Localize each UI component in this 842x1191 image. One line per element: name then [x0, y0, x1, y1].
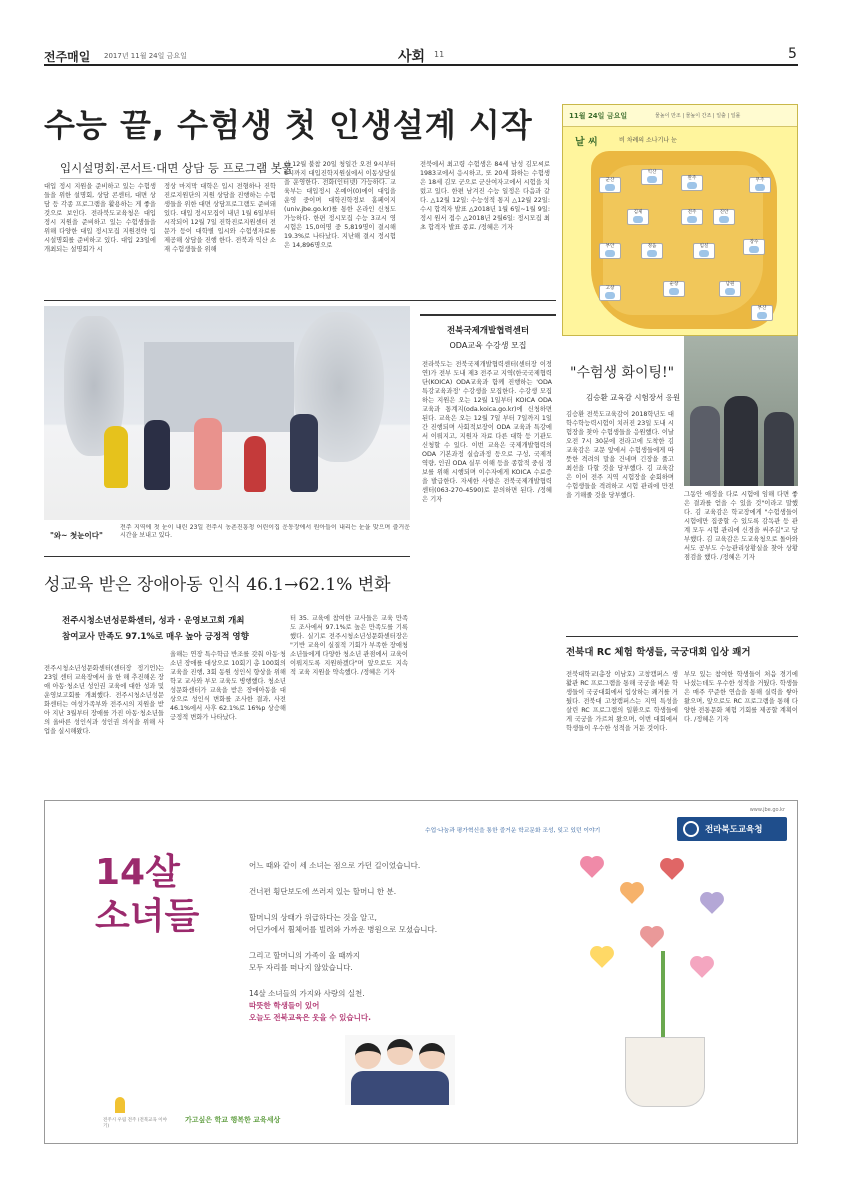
lead-col4: 전북에서 최고령 수험생은 84세 남성 김모씨로 1983교에서 응시하고, 또 20세 화하는 수험생은 18세 김모 군으로 군산여자고에서 시험을 치렀고 있다. 한편 남겨진 수능 일정은 다음과 같다. △12월 12일: 수능성적 통지 △12월 22일: 수시 합격자 발표 △2018년 1월 6일~1월 9일: 정시 원서 접수 △2018년 2월6일: 정시모집 최초 합격자 발표 종료. /정혜은 기자: [420, 161, 550, 231]
advertisement: [44, 800, 798, 1144]
masthead: [44, 46, 798, 66]
ad-highlight-1: 따뜻한 학생들이 있어: [249, 1001, 320, 1010]
child-yellow: [104, 426, 128, 488]
ad-line-3: 할머니의 상태가 위급하다는 것을 알고,: [249, 913, 377, 922]
ad-title-1: 14살: [95, 852, 180, 893]
ad-line-1: 어느 때와 같이 세 소녀는 점으로 가던 길이었습니다.: [249, 861, 421, 870]
page-number: 5: [788, 46, 797, 62]
region-busan: 부산: [751, 305, 773, 321]
region-namwon: 남원: [719, 281, 741, 297]
weather-box: [562, 104, 798, 336]
ad-banner-text: 수업·나눔과 평가혁신을 통한 즐거운 학교문화 조성, 잊고 있던 이야기: [425, 828, 601, 834]
ad-url: www.jbe.go.kr: [749, 807, 785, 813]
section-number: 11: [434, 50, 445, 59]
issue-date: 2017년 11월 24일 금요일: [104, 52, 187, 60]
oda-title: 전북국제개발협력센터: [446, 326, 530, 336]
ad-line-4: 어딘가에서 휠체어를 빌려와 가까운 병원으로 모셨습니다.: [249, 925, 438, 934]
weather-title: 날 씨: [575, 137, 598, 148]
region-wanju: 완주: [681, 175, 703, 191]
paper-name: 전주매일: [44, 50, 91, 64]
ad-line-6: 모두 자리를 떠나지 않았습니다.: [249, 963, 353, 972]
lead-col3: 선 12월 불참 20일 청일간 오전 9시부터 6시까지 대입진학지원실에서 이동상담실을 운영한다. 전화(인터넷) 가능하다. 교육부는 대입정시 온예어(0)에이 대입을 운영 중이며 대학진학정보 홈페이지(univ.jbe.go.kr)를 통한 온라인 신청도 가능하다. 한편 정시모집 수능 3교시 영시험은 15,0여명 중 5,819명이 결시해 19.3%로 나타났다. 지난해 결시 정시험은 14,896명으로: [284, 161, 396, 249]
region-iksan: 익산: [641, 169, 663, 185]
girls-photo: [345, 1035, 455, 1105]
snow-photo: [44, 306, 410, 520]
org-emblem-icon: [683, 821, 699, 837]
heart-icon: [662, 860, 682, 880]
region-muju: 무주: [749, 177, 771, 193]
child-pink: [194, 418, 222, 490]
lead-col2: 정상 마지막 대학은 입시 전형하나 진학진로지원단의 지원 상담을 진행하는 수험생들을 위한 대면 상담프로그램도 준비돼 있다. 대입 정시모집이 내년 1월 6일부터 시작되어 12월 7일 진학진로지원센터 전문가 등이 대학별 입시와 수험생자료를 제공해 상담을 진행 한다. 전북과 익산 소재 수험생들을 위해: [164, 183, 276, 253]
cheer-subtitle: 김승환 교육감 시험장서 응원: [586, 393, 681, 402]
flower-stem: [661, 951, 665, 1041]
photo-caption: 전주 지역에 첫 눈이 내린 23일 전주시 농촌진흥청 어린이집 운동장에서 원아들이 내리는 눈을 맞으며 즐거운 시간을 보내고 있다.: [120, 524, 410, 539]
child-red: [244, 436, 266, 492]
lead-subhead: 입시설명회·콘서트·대면 상담 등 프로그램 봇물: [60, 161, 294, 175]
tide-info: 물높이 만조 | 물높이 간조 | 일출 | 일몰: [655, 113, 741, 119]
weather-legend: 비 차례의 소나기나 눈: [619, 137, 677, 144]
building-shape: [144, 342, 294, 432]
region-buan: 부안: [599, 243, 621, 259]
heart-icon: [622, 884, 642, 904]
person-shape: [724, 396, 758, 486]
cheer-photo: [684, 336, 798, 486]
weather-date: 11월 24일 금요일: [569, 112, 628, 120]
oda-subtitle: ODA교육 수강생 모집: [449, 341, 527, 350]
person-shape-3: [764, 412, 794, 486]
region-sunchang: 순창: [663, 281, 685, 297]
heart-icon: [582, 858, 602, 878]
ad-highlight-2: 오늘도 전북교육은 웃을 수 있습니다.: [249, 1013, 371, 1022]
ad-footer-logo: 가고싶은 학교 행복한 교육세상: [185, 1116, 281, 1124]
region-jeonju: 전주: [681, 209, 703, 225]
cheer-title: "수험생 화이팅!": [570, 365, 675, 381]
disability-col3: 터 35. 교육에 참여한 교사들은 교육 만족도 조사에서 97.1%로 높은 만족도를 기록했다. 실기로 전주시청소년성문화센터장은 "기반 교육이 실질적 기회가 부족한 장애청소년들에게 다양한 청소년 관점에서 교육이 이뤄지도록 지원하겠다"며 앞으로도 지속적 교육 지원을 약속했다. /정혜은 기자: [290, 615, 408, 676]
ad-title-2: 소녀들: [95, 896, 200, 937]
girl-face: [419, 1043, 445, 1069]
lead-headline: 수능 끝, 수험생 첫 인생설계 시작: [44, 106, 533, 144]
child-dark: [290, 414, 318, 492]
disability-sub1: 전주시청소년성문화센터, 성과 · 운영보고회 개최: [62, 616, 245, 626]
region-jeongeup: 정읍: [641, 243, 663, 259]
region-jangsu: 장수: [743, 239, 765, 255]
girl-face: [355, 1043, 381, 1069]
cheer-body2: 그동안 애정을 다로 시험에 임해 다면 좋은 결과를 얻을 수 있을 것"이라고 말했다. 김 교육감은 학교장에게 "수험생들이 시험에만 집중할 수 있도록 감독관 등 관계 모두 시험 관리에 신경을 써주길"고 당부했다. 김 교육감은 도교육청으로 돌아와서도 공부도 수능관리상황실을 찾아 상황 점검을 했다. /정혜은 기자: [684, 491, 798, 561]
girl-face: [387, 1039, 413, 1065]
heart-icon: [642, 928, 662, 948]
ad-org-badge: [677, 817, 787, 841]
weather-header: [563, 105, 797, 127]
region-jinan: 진안: [713, 209, 735, 225]
ad-top-banner: [425, 807, 793, 841]
heart-icon: [702, 894, 722, 914]
person-shape-2: [690, 406, 720, 486]
disability-col1: 전주시청소년성문화센터(센터장 정기언)는 23일 센터 교육장에서 올 한 해 추진해온 장애 아동·청소년 성인권 교육에 대한 성과 및 운영보고회를 개최했다. 전주시청소년성문화센터는 여성가족부와 전주시의 지원을 받아 지난 3월부터 장애를 가진 아동·청소년들의 올바른 성인식과 성인권 의식을 위해 사업을 실시해왔다.: [44, 665, 164, 735]
ad-line-5: 그리고 할머니의 가족이 올 때까지: [249, 951, 360, 960]
disability-sub2: 참여교사 만족도 97.1%로 매우 높아 긍정적 영향: [62, 632, 249, 642]
rc-col1: 전북대학교(총장 이남호) 고창캠퍼스 생활관 RC 프로그램을 통해 국궁을 배운 학생들이 국궁대회에서 입상하는 쾌거를 거뒀다. 전북대 고창캠퍼스는 지역 특성을 살린 RC 프로그램의 일환으로 학생들에게 국궁을 가르쳐 왔으며, 이번 대회에서 학생들이 우수한 성적을 거둔 것이다.: [566, 671, 678, 732]
disability-headline: 성교육 받은 장애아동 인식 46.1→62.1% 변화: [44, 575, 391, 595]
girl-uniform: [351, 1071, 449, 1105]
ad-footer-note: 전주시 우림 전주 (전북교육 이야기): [103, 1118, 167, 1129]
ad-line-2: 건너편 횡단보도에 쓰러져 있는 할머니 한 분.: [249, 887, 397, 896]
photo-label: "와~ 첫눈이다": [50, 531, 103, 540]
oda-box: [420, 314, 556, 724]
flower-pot: [625, 1037, 705, 1107]
heart-icon: [692, 958, 712, 978]
cheer-body: 김승환 전북도교육감이 2018학년도 대학수학능력시험이 치러진 23일 도내 시험장을 찾아 수험생들을 응원했다. 이날 오전 7시 30분에 전라고에 도착한 김 교육감은 교문 앞에서 수험생들에게 따뜻한 격려의 말을 건네며 긴장을 풀고 최선을 다할 것을 당부했다. 김 교육감은 이어 전주 지역 시험장을 순회하며 수험생들을 격려하고 시험 관리에 만전을 기해줄 것을 당부했다.: [566, 411, 674, 499]
child-navy: [144, 420, 170, 490]
lead-col1: 대입 정시 지원을 준비하고 있는 수험생들을 위한 설명회, 상담 콘센터, 대면 상담 등 각종 프로그램을 활용하는 게 좋을 것으로 보인다. 전라북도교육청은 대입 정시 지원을 준비하고 있는 수험생들을 위해 다양한 대입 정시모집 지원전략 입시설명회를 준비하고 있다. 대입 23일에 개최되는 설명회가 시: [44, 183, 156, 253]
region-gochang: 고창: [599, 285, 621, 301]
rc-col2: 부모 있는 참여한 학생들이 처음 경기에 나섰는데도 우수한 성적을 거뒀다. 학생들은 매주 꾸준한 연습을 통해 실력을 쌓아왔으며, 앞으로도 RC 프로그램을 통해 다양한 전통문화 체험 기회를 제공할 계획이다. /정혜은 기자: [684, 671, 798, 723]
rc-headline: 전북대 RC 체험 학생들, 국궁대회 입상 쾌거: [566, 647, 751, 658]
ribbon-icon: [115, 1097, 125, 1113]
region-imsil: 임실: [693, 243, 715, 259]
heart-icon: [592, 948, 612, 968]
ad-line-7: 14살 소녀들의 가지와 사랑의 실천.: [249, 989, 365, 998]
region-gunsan: 군산: [599, 177, 621, 193]
oda-body: 전라북도는 전북국제개발협력센터(센터장 이정연)가 전부 도내 제3 전주교 지역(한국국제협력단(KOICA) ODA교육과 함께 진행하는 'ODA 특강교육과정' 수강생을 모집한다. 수강생 모집하는 지원은 오는 12월 1일부터 KOICA ODA교육과 통계지(oda.koica.go.kr)에 신청하면 된다. 교육은 오는 12월 7일 부터 7일까지 1일간 진행되며 사회적보장이 ODA 교육과 특강에서 이뤄지고, 지원자 자료 다른 대학 등 기관도 신청할 수 있다. 이번 교육은 국제개발협력의 ODA 기본과정 실습과정 등으로 구성, 국제적 역량, 인권 ODA 실무 이해 등을 종합적 중심 정보를 위해 시행되며 이수자에게 KOICA 수료증을 발급한다. 자세한 사항은 전북국제개발협력센터(063-270-4590)로 문의하면 된다. /정혜은 기자: [422, 361, 552, 503]
region-gimje: 김제: [627, 209, 649, 225]
disability-col2: 올해는 연장 특수학급 반조를 갖춰 아동·청소년 장애를 대상으로 10회기 총 100회의 교육을 진행, 3회 동원 성인식 향상을 위해 학교 교사와 부모 교육도 병행했다. 청소년성문화센터가 교육을 받은 장애아동을 대상으로 성인식 변화를 조사한 결과, 사전 46.1%에서 사후 62.1%로 16%p 상승해 긍정적 변화가 나타났다.: [170, 651, 286, 721]
ad-org: 전라북도교육청: [705, 825, 763, 835]
section-name: 사회: [398, 49, 426, 65]
